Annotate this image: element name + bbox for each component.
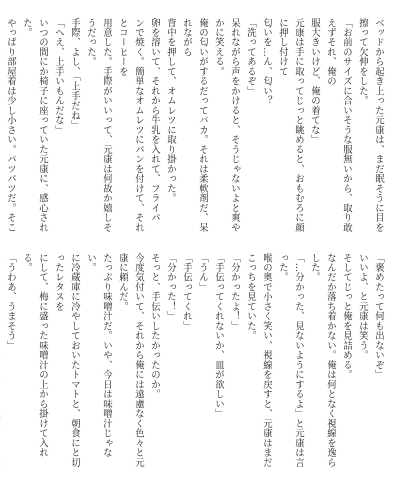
- text-line: 「お前のサイズに合いそうな服無いから、取り敢えずそれ、俺の: [325, 18, 352, 233]
- upper-text-block: [5, 18, 386, 240]
- text-line: 喉の奥で小さく笑い、視線を戻すと、元康はまだこっちを見ていた。: [245, 253, 272, 468]
- text-line: [0, 253, 2, 475]
- text-line: なんだか落ち着かない。俺は何となく視線を逸らした。: [309, 253, 336, 468]
- text-line: そっと、手伝いしたかったのか。: [149, 253, 160, 400]
- text-line: 匂いを…ん、匂い？: [261, 18, 272, 106]
- text-line: 「分かった！」: [165, 253, 176, 322]
- text-line: 手際、よし、「上手だね」: [69, 18, 80, 131]
- text-line: 「洗ってあるぞ」: [245, 18, 256, 96]
- text-line: いつの間にか椅子に座っていた元康に、感心された。: [21, 18, 48, 233]
- text-line: 呆れながら声をかけると、そうじゃないよと爽やかに笑える。: [213, 18, 240, 233]
- text-line: 「手伝ってくれないか、皿が欲しい」: [213, 253, 224, 419]
- text-line: に冷蔵庫に冷やしておいたトマトと、朝食にと切ったレタスを: [53, 253, 80, 468]
- text-line: 服大きいけど、俺の着てな」: [309, 18, 320, 145]
- text-line: 今度気付いて、それから俺には遠慮なく色々と元康に頼んだ。: [117, 253, 144, 468]
- text-line: 「手伝ってくれ」: [181, 253, 192, 331]
- text-line: 卵を溶いて、それから牛乳を入れて、フライパ: [149, 18, 160, 223]
- text-line: ベッドから起き上った元康は、まだ眠そうに目を擦って欠伸をした。: [357, 18, 384, 233]
- text-line: そしてじっと俺を見詰める。: [341, 253, 352, 380]
- text-line: 「うん」: [197, 253, 208, 292]
- text-line: いいよ、と元康は笑う。: [357, 253, 368, 361]
- text-line: 「へえ、上手いもんだな」: [53, 18, 64, 135]
- lower-text-block: [5, 253, 386, 475]
- text-line: たっぷり味噌汁だ。いや、今日は味噌汁じゃない。: [85, 253, 112, 458]
- text-line: 俺の匂いがするだってバカ。それは柔軟剤だ、呆れながら: [181, 18, 208, 233]
- text-line: 「うわあ、うまそう」: [5, 253, 16, 351]
- text-line: 元康は手に取ってじっと眺めると、おもむろに顔に押し付けて: [277, 18, 304, 233]
- text-line: 背中を押して、オムレツに取り掛かった。: [165, 18, 176, 204]
- text-line: 用意した。手際がいいって、元康は何故か嬉しそうだった。: [85, 18, 112, 233]
- text-line: 「分かったよ！」: [229, 253, 240, 331]
- text-line: 「褒めたって何も出ないぞ」: [373, 253, 384, 380]
- text-line: にして、梅に盛った味噌汁の上から掛けて入れる。: [21, 253, 48, 458]
- text-line: 「…分かった、見ないようにするよ」と元康は言った。: [277, 253, 304, 468]
- text-line: ンで焼く。簡単なオムレツにパンを付けて、それとコーヒーを: [117, 18, 144, 233]
- text-line: やっぱり部屋着は少し小さい。パツパツだ。そこ: [5, 18, 16, 233]
